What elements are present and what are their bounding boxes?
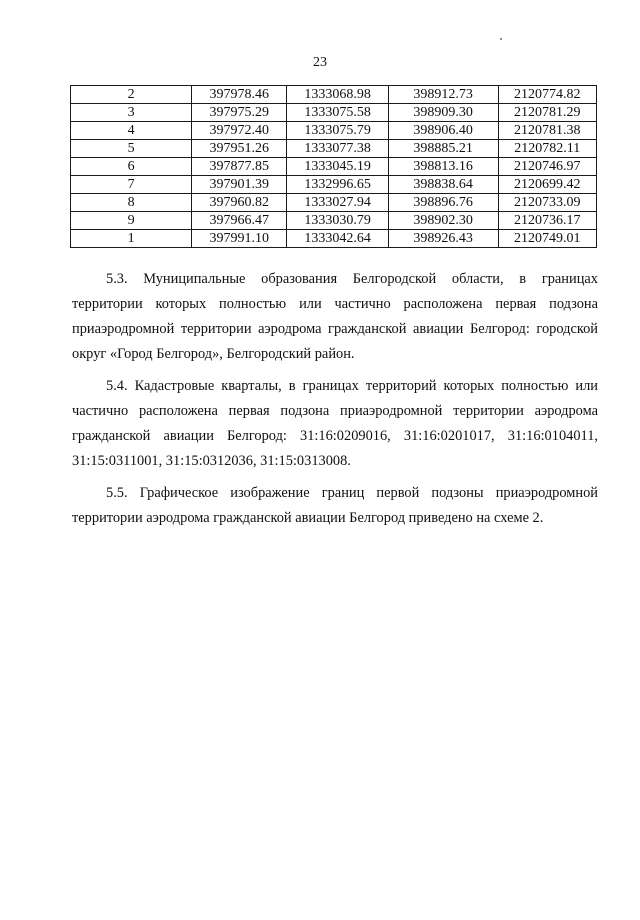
coordinate-x-cell: 397978.46	[192, 86, 287, 104]
coordinate-x-cell: 397901.39	[192, 176, 287, 194]
table-row	[71, 140, 597, 158]
paragraph-5-3: 5.3. Муниципальные образования Белгородской области, в границах территории которых полностью или частично расположена первая подзона приаэродромной территории аэродрома гражданской авиации Белгород: городской округ «Город Белгород», Белгородский район.	[72, 271, 598, 362]
coordinate-x2-cell: 398813.16	[388, 158, 498, 176]
coordinate-x2-cell: 398909.30	[388, 104, 498, 122]
coordinate-y2-cell: 2120749.01	[498, 230, 596, 248]
point-number-cell: 7	[71, 176, 192, 194]
table-row	[71, 230, 597, 248]
coordinate-x2-cell: 398838.64	[388, 176, 498, 194]
coordinate-x-cell: 397966.47	[192, 212, 287, 230]
coordinate-x2-cell: 398896.76	[388, 194, 498, 212]
point-number-cell: 4	[71, 122, 192, 140]
coordinate-x-cell: 397972.40	[192, 122, 287, 140]
coordinate-x-cell: 397975.29	[192, 104, 287, 122]
document-body	[72, 267, 598, 538]
coordinate-y2-cell: 2120736.17	[498, 212, 596, 230]
coordinate-x2-cell: 398926.43	[388, 230, 498, 248]
coordinate-y2-cell: 2120699.42	[498, 176, 596, 194]
point-number-cell: 6	[71, 158, 192, 176]
point-number-cell: 2	[71, 86, 192, 104]
coordinate-x2-cell: 398885.21	[388, 140, 498, 158]
table-row	[71, 86, 597, 104]
point-number-cell: 9	[71, 212, 192, 230]
coordinate-x-cell: 397951.26	[192, 140, 287, 158]
point-number-cell: 1	[71, 230, 192, 248]
coordinate-y-cell: 1333042.64	[287, 230, 388, 248]
coordinate-y-cell: 1333068.98	[287, 86, 388, 104]
coordinate-y2-cell: 2120733.09	[498, 194, 596, 212]
table-row	[71, 122, 597, 140]
coordinate-y-cell: 1332996.65	[287, 176, 388, 194]
coordinate-y2-cell: 2120782.11	[498, 140, 596, 158]
coordinate-x-cell: 397991.10	[192, 230, 287, 248]
scan-speck	[500, 38, 502, 40]
table-row	[71, 212, 597, 230]
point-number-cell: 5	[71, 140, 192, 158]
coordinate-y-cell: 1333075.79	[287, 122, 388, 140]
coordinate-y-cell: 1333075.58	[287, 104, 388, 122]
table-row	[71, 104, 597, 122]
table-row	[71, 176, 597, 194]
coordinate-x-cell: 397960.82	[192, 194, 287, 212]
coordinate-y-cell: 1333077.38	[287, 140, 388, 158]
page-number: 23	[313, 55, 327, 70]
paragraph-5-4: 5.4. Кадастровые кварталы, в границах территорий которых полностью или частично расположена первая подзона приаэродромной территории аэродрома гражданской авиации Белгород: 31:16:0209016, 31:16:0201017, 31:16:0104011, 31:15:0311001, 31:15:0312036, 31:15:0313008.	[72, 378, 598, 469]
coordinate-y-cell: 1333027.94	[287, 194, 388, 212]
coordinate-y-cell: 1333045.19	[287, 158, 388, 176]
point-number-cell: 3	[71, 104, 192, 122]
coordinate-x-cell: 397877.85	[192, 158, 287, 176]
coordinate-y2-cell: 2120774.82	[498, 86, 596, 104]
point-number-cell: 8	[71, 194, 192, 212]
coordinate-y-cell: 1333030.79	[287, 212, 388, 230]
table-row	[71, 194, 597, 212]
coordinate-x2-cell: 398902.30	[388, 212, 498, 230]
coordinate-x2-cell: 398912.73	[388, 86, 498, 104]
coordinate-y2-cell: 2120746.97	[498, 158, 596, 176]
paragraph-5-5: 5.5. Графическое изображение границ первой подзоны приаэродромной территории аэродрома гражданской авиации Белгород приведено на схеме 2.	[72, 485, 598, 526]
coordinate-y2-cell: 2120781.38	[498, 122, 596, 140]
table-row	[71, 158, 597, 176]
coordinates-table	[70, 85, 597, 248]
coordinate-y2-cell: 2120781.29	[498, 104, 596, 122]
coordinate-x2-cell: 398906.40	[388, 122, 498, 140]
